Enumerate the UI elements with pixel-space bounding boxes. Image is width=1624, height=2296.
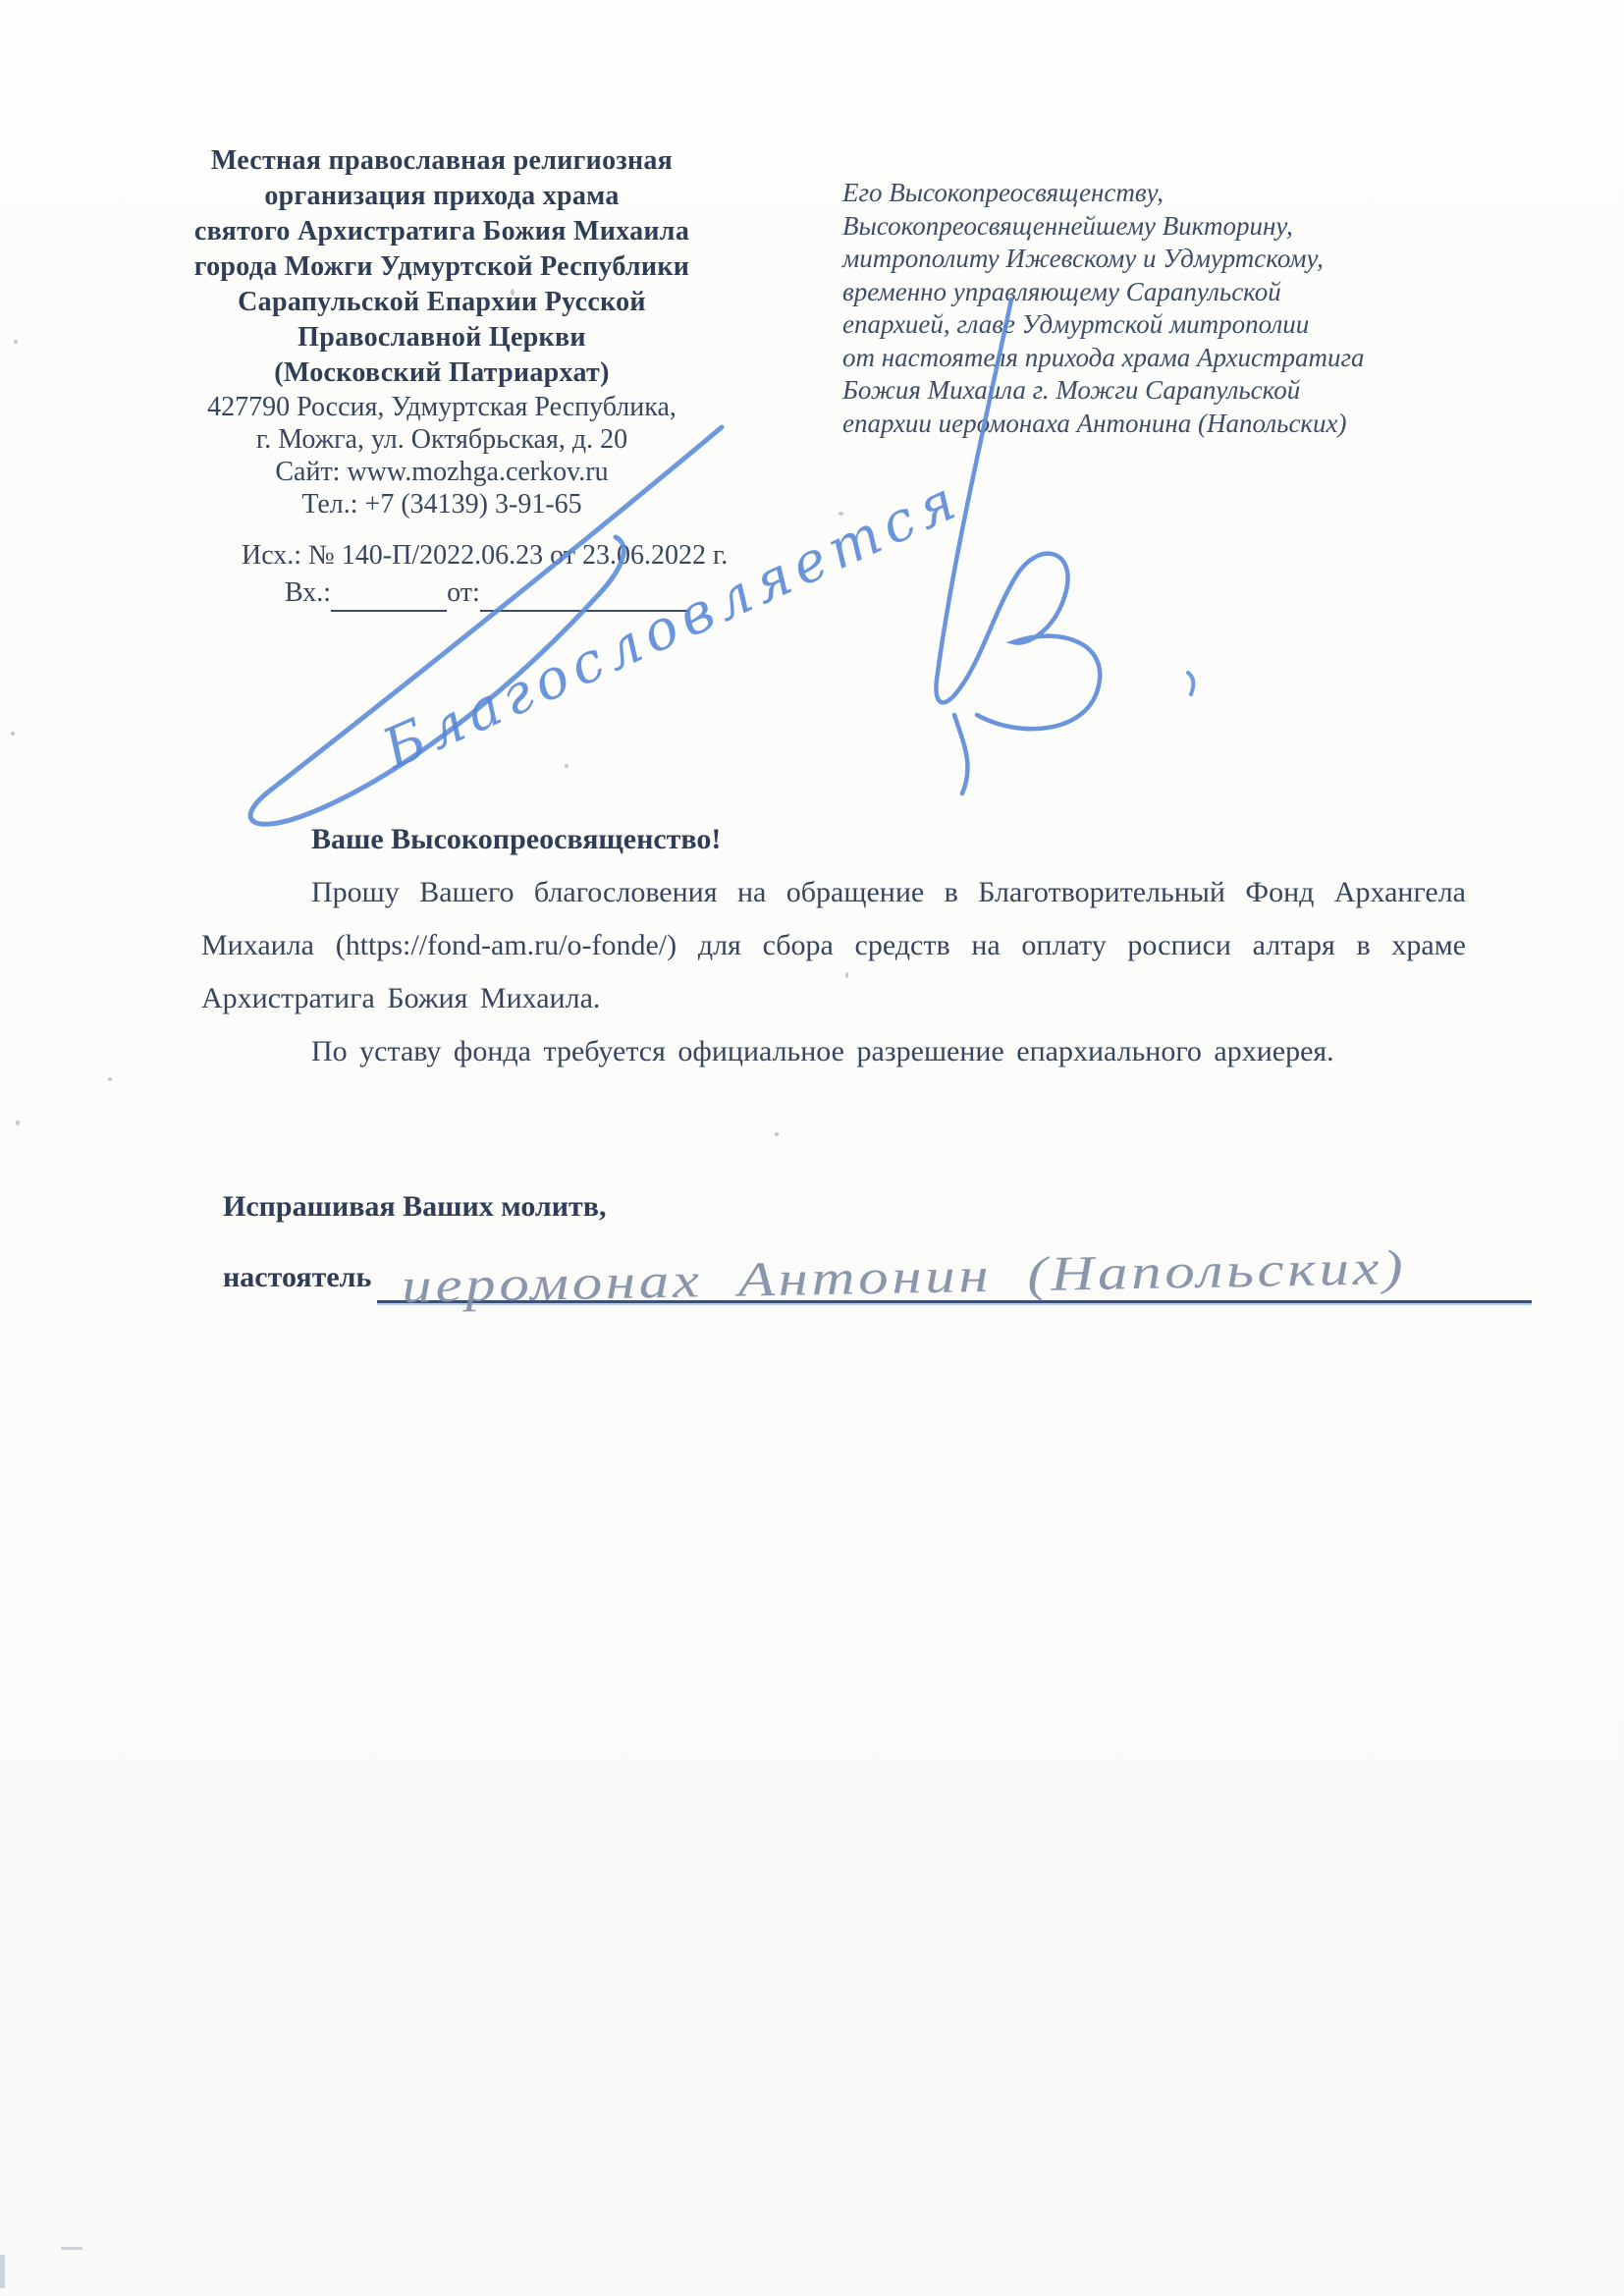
bishop-signature-flourish bbox=[937, 300, 1101, 793]
sender-line: Православной Церкви bbox=[298, 322, 586, 353]
scan-speck bbox=[14, 340, 18, 344]
recipient-line: Его Высокопреосвященству, bbox=[842, 178, 1164, 207]
body-paragraph: По уставу фонда требуется официальное разрешение епархиального архиерея. bbox=[311, 1035, 1334, 1067]
sender-line: Сарапульской Епархии Русской bbox=[238, 287, 646, 317]
recipient-line: Высокопреосвященнейшему Викторину, bbox=[842, 210, 1293, 241]
recipient-line: митрополиту Ижевскому и Удмуртскому, bbox=[842, 244, 1324, 273]
body-paragraph: Прошу Вашего благословения на обращение в Благотворительный Фонд Архангела Михаила (https://fond-am.ru/o-fonde/) для сбора средств на оплату росписи алтаря в храме Архистратига Божия Михаила. bbox=[201, 876, 1466, 1014]
sender-line: организация прихода храма bbox=[264, 181, 620, 211]
resolution-text: Благословляется bbox=[373, 466, 972, 782]
sender-line: Местная православная религиозная bbox=[210, 145, 674, 176]
scan-speck bbox=[775, 1132, 779, 1136]
sender-address-line: г. Можга, ул. Октябрьская, д. 20 bbox=[255, 424, 628, 455]
scan-speck bbox=[845, 972, 848, 978]
scan-speck bbox=[565, 764, 568, 768]
letter-body bbox=[201, 813, 1466, 1078]
handwritten-signature-name: иеромонах Антонин (Напольских) bbox=[401, 1238, 1408, 1314]
scan-speck bbox=[16, 1121, 20, 1125]
scan-speck bbox=[108, 1077, 112, 1081]
scan-edge-mark bbox=[0, 2255, 5, 2288]
recipient-line: временно управляющему Сарапульской bbox=[842, 276, 1281, 306]
incoming-from-label: от: bbox=[447, 577, 480, 608]
sender-website: Сайт: www.mozhga.cerkov.ru bbox=[275, 457, 609, 487]
ink-comma-mark bbox=[1188, 673, 1193, 694]
recipient-line: от настоятеля прихода храма Архистратига bbox=[842, 342, 1365, 372]
sender-line: (Московский Патриархат) bbox=[274, 357, 610, 388]
scan-speck bbox=[839, 512, 843, 516]
scan-speck bbox=[11, 732, 15, 736]
scan-speck bbox=[511, 289, 514, 296]
sender-line: святого Архистратига Божия Михаила bbox=[193, 216, 690, 246]
incoming-label: Вх.: bbox=[285, 577, 332, 608]
valediction: Испрашивая Ваших молитв, bbox=[223, 1190, 607, 1223]
salutation: Ваше Высокопреосвященство! bbox=[311, 823, 722, 855]
scan-edge-dash bbox=[61, 2247, 82, 2250]
signature-line bbox=[377, 1238, 1532, 1314]
signer-role: настоятель bbox=[223, 1261, 372, 1293]
sender-phone: Тел.: +7 (34139) 3-91-65 bbox=[301, 489, 582, 519]
recipient-line: епархии иеромонаха Антонина (Напольских) bbox=[842, 408, 1347, 438]
sender-address-line: 427790 Россия, Удмуртская Республика, bbox=[207, 392, 677, 422]
resolution-handwriting-overlay bbox=[177, 255, 1276, 903]
signature-row bbox=[223, 1238, 1532, 1314]
sender-line: города Можги Удмуртской Республики bbox=[193, 251, 690, 282]
outgoing-number-line: Исх.: № 140-П/2022.06.23 от 23.06.2022 г. bbox=[242, 540, 729, 571]
recipient-line: епархией, главе Удмуртской митрополии bbox=[842, 309, 1310, 339]
recipient-line: Божия Михаила г. Можги Сарапульской bbox=[842, 375, 1301, 405]
